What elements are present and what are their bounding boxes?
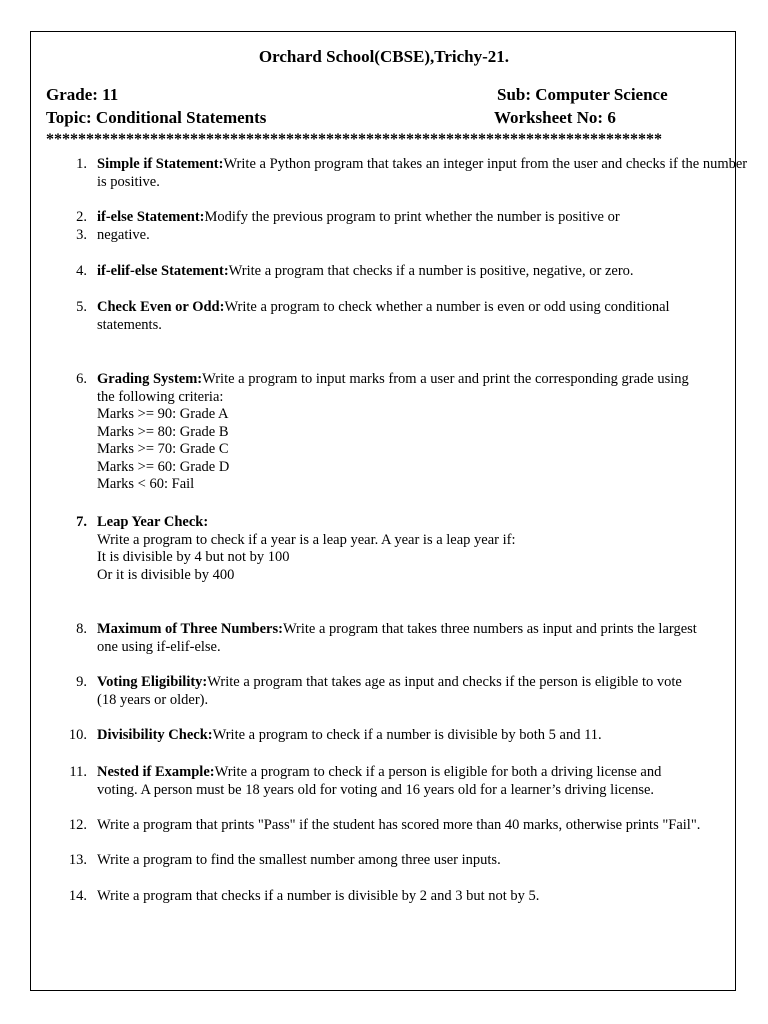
question-number: 12. xyxy=(68,817,87,833)
question-line-text: Or it is divisible by 400 xyxy=(97,566,235,583)
question-text xyxy=(97,764,737,799)
question-line-text: Marks < 60: Fail xyxy=(97,476,195,492)
question-line-text: Marks >= 60: Grade D xyxy=(97,458,230,475)
question-line-text: statements. xyxy=(97,316,162,333)
question-line-text: Write a program that checks if a number is divisible by 2 and 3 but not by 5. xyxy=(97,888,540,904)
question-line xyxy=(97,371,737,389)
question-label: Nested if Example: xyxy=(97,764,215,780)
question-line-text: voting. A person must be 18 years old for voting and 16 years old for a learner’s driving license. xyxy=(97,781,655,798)
question-line xyxy=(97,692,737,710)
question-line xyxy=(97,639,737,657)
question-text xyxy=(97,888,737,906)
question-number: 13. xyxy=(68,852,87,868)
question-line-text: It is divisible by 4 but not by 100 xyxy=(97,549,290,565)
question-number: 11. xyxy=(69,764,87,780)
question-line xyxy=(97,852,737,870)
question-line xyxy=(97,156,748,174)
question-line-text: Write a program that prints "Pass" if the student has scored more than 40 marks, otherwise prints "Fail". xyxy=(97,817,701,833)
question-text xyxy=(97,514,737,584)
question-line xyxy=(97,782,737,800)
subject-label: Sub: Computer Science xyxy=(497,85,668,104)
question-line xyxy=(97,476,737,494)
question-line-text: negative. xyxy=(97,226,150,243)
question-line-text: Write a program to check if a year is a leap year. A year is a leap year if: xyxy=(97,531,516,548)
question-line-text: Write a Python program that takes an integer input from the user and checks if the number xyxy=(223,156,748,172)
question-line-text: Marks >= 70: Grade C xyxy=(97,441,229,457)
grade-label: Grade: 11 xyxy=(46,85,119,104)
question-number: 1. xyxy=(76,156,87,172)
question-label: if-else Statement: xyxy=(97,209,205,225)
question-line xyxy=(97,532,737,550)
question-label: Leap Year Check: xyxy=(97,514,209,530)
question-line xyxy=(97,389,737,407)
question-number: 6. xyxy=(76,371,87,387)
question-line-text: Marks >= 80: Grade B xyxy=(97,423,229,440)
question-text xyxy=(97,263,737,281)
question-text xyxy=(97,156,748,191)
question-text xyxy=(97,817,737,835)
question-line xyxy=(97,621,737,639)
question-line xyxy=(97,817,737,835)
question-line xyxy=(97,317,737,335)
question-label: Check Even or Odd: xyxy=(97,299,225,315)
question-line-text: Write a program to check if a person is eligible for both a driving license and xyxy=(214,764,662,780)
question-number: 14. xyxy=(68,888,87,904)
question-line-text: Modify the previous program to print whether the number is positive or xyxy=(204,209,620,225)
question-line xyxy=(97,727,737,745)
question-line xyxy=(97,567,737,585)
question-line-text: Write a program to check if a number is divisible by both 5 and 11. xyxy=(212,727,602,743)
question-number: 2. xyxy=(76,209,87,225)
question-label: Simple if Statement: xyxy=(97,156,224,172)
question-line xyxy=(97,888,737,906)
question-text xyxy=(97,209,737,244)
question-line-text: Write a program to check whether a number is even or odd using conditional xyxy=(224,299,670,315)
worksheet-number: Worksheet No: 6 xyxy=(494,108,616,127)
question-text xyxy=(97,674,737,709)
question-number: 3. xyxy=(76,226,87,243)
question-line-text: Marks >= 90: Grade A xyxy=(97,406,229,422)
question-label: Grading System: xyxy=(97,371,203,387)
question-number: 9. xyxy=(76,674,87,690)
question-text xyxy=(97,371,737,494)
question-line xyxy=(97,299,737,317)
question-line xyxy=(97,764,737,782)
question-line xyxy=(97,209,737,227)
question-line-text: Write a program to input marks from a user and print the corresponding grade using xyxy=(202,371,689,387)
question-text xyxy=(97,727,737,745)
question-line xyxy=(97,459,737,477)
question-line-text: the following criteria: xyxy=(97,388,224,405)
question-line xyxy=(97,514,737,532)
question-line-text: (18 years or older). xyxy=(97,691,209,708)
question-label: Maximum of Three Numbers: xyxy=(97,621,283,637)
question-label: Divisibility Check: xyxy=(97,727,213,743)
question-text xyxy=(97,299,737,334)
question-label: if-elif-else Statement: xyxy=(97,263,229,279)
question-line-text: is positive. xyxy=(97,173,160,190)
question-number: 4. xyxy=(76,263,87,279)
separator-line: ***************************************************************************** xyxy=(46,131,662,148)
question-line xyxy=(97,406,737,424)
school-title: Orchard School(CBSE),Trichy-21. xyxy=(258,47,510,66)
question-number: 10. xyxy=(68,727,87,743)
question-number: 5. xyxy=(76,299,87,315)
question-number: 7. xyxy=(76,514,87,530)
question-line xyxy=(97,441,737,459)
question-line xyxy=(97,263,737,281)
question-line-text: Write a program that takes three numbers as input and prints the largest xyxy=(282,621,697,637)
question-line-text: Write a program to find the smallest number among three user inputs. xyxy=(97,852,501,868)
question-text xyxy=(97,852,737,870)
question-number: 8. xyxy=(76,621,87,637)
question-label: Voting Eligibility: xyxy=(97,674,208,690)
question-line xyxy=(97,549,737,567)
question-line xyxy=(97,174,737,192)
question-line-text: Write a program that checks if a number is positive, negative, or zero. xyxy=(228,263,634,279)
question-text xyxy=(97,621,737,656)
question-line-text: Write a program that takes age as input and checks if the person is eligible to vote xyxy=(207,674,682,690)
topic-label: Topic: Conditional Statements xyxy=(46,108,267,127)
question-line xyxy=(97,424,737,442)
question-line-text: one using if-elif-else. xyxy=(97,638,221,655)
question-line xyxy=(97,674,737,692)
question-line xyxy=(97,227,737,245)
